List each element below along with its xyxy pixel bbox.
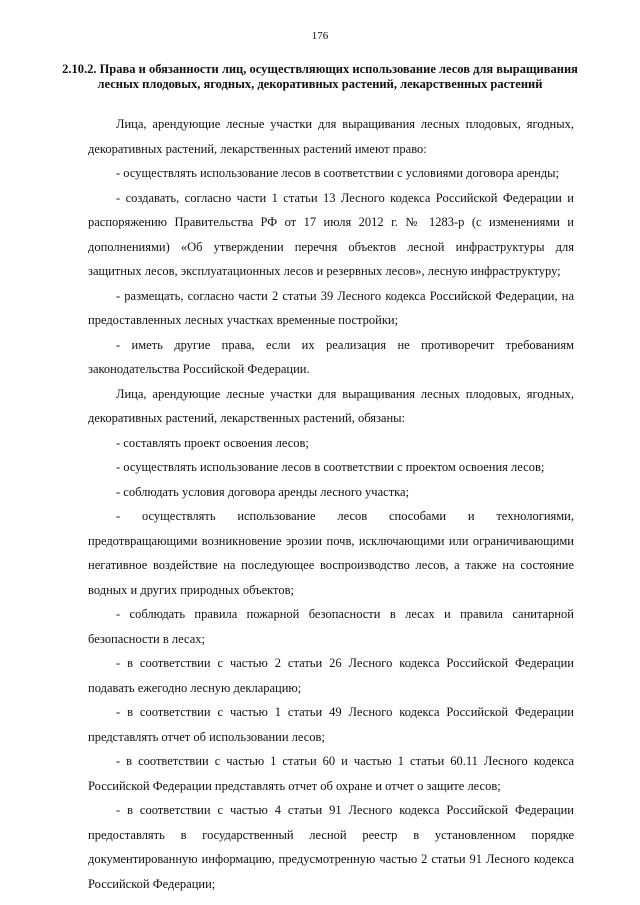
paragraph: - осуществлять использование лесов в соответствии с проектом освоения лесов; xyxy=(116,460,545,474)
paragraph: - в соответствии с частью 4 статьи 91 Лесного кодекса Российской Федерации предоставлять в государственный лесной реестр в установленном порядке документированную информацию, предусмотренную частью 2 статьи 91 Лесного кодекса Российской Федерации; xyxy=(88,803,574,891)
paragraph: - составлять проект освоения лесов; xyxy=(116,435,309,450)
paragraph: - соблюдать условия договора аренды лесного участка; xyxy=(116,484,410,499)
paragraph: Лица, арендующие лесные участки для выращивания лесных плодовых, ягодных, декоративных растений, лекарственных растений, обязаны: xyxy=(88,386,574,425)
page-number: 176 xyxy=(311,30,329,42)
paragraph: - осуществлять использование лесов способами и технологиями, предотвращающими возникновение эрозии почв, исключающими или ограничивающими негативное воздействие на последующее воспроизводство лесов, а также на состояние водных и других природных объектов; xyxy=(88,509,574,597)
paragraph: - осуществлять использование лесов в соответствии с условиями договора аренды; xyxy=(116,166,560,180)
paragraph: - иметь другие права, если их реализация не противоречит требованиям законодательства Российской Федерации. xyxy=(88,337,574,376)
paragraph: - в соответствии с частью 2 статьи 26 Лесного кодекса Российской Федерации подавать ежегодно лесную декларацию; xyxy=(88,656,574,695)
section-heading: 2.10.2. Права и обязанности лиц, осуществляющих использование лесов для выращивания лесных плодовых, ягодных, декоративных растений, лекарственных растений xyxy=(62,62,578,91)
paragraph: - размещать, согласно части 2 статьи 39 Лесного кодекса Российской Федерации, на предоставленных лесных участках временные постройки; xyxy=(88,288,574,327)
paragraph: - создавать, согласно части 1 статьи 13 Лесного кодекса Российской Федерации и распоряжению Правительства РФ от 17 июля 2012 г. № 1283-р (с изменениями и дополнениями) «Об утверждении перечня объектов лесной инфраструктуры для защитных лесов, эксплуатационных лесов и резервных лесов», лесную инфраструктуру; xyxy=(88,190,574,278)
paragraph: Лица, арендующие лесные участки для выращивания лесных плодовых, ягодных, декоративных растений, лекарственных растений имеют право: xyxy=(88,117,574,156)
paragraph: - соблюдать правила пожарной безопасности в лесах и правила санитарной безопасности в лесах; xyxy=(88,607,574,646)
paragraph: - в соответствии с частью 1 статьи 49 Лесного кодекса Российской Федерации представлять отчет об использовании лесов; xyxy=(88,705,574,744)
body-text xyxy=(88,112,574,896)
paragraph: - в соответствии с частью 1 статьи 60 и частью 1 статьи 60.11 Лесного кодекса Российской Федерации представлять отчет об охране и отчет о защите лесов; xyxy=(88,754,574,793)
